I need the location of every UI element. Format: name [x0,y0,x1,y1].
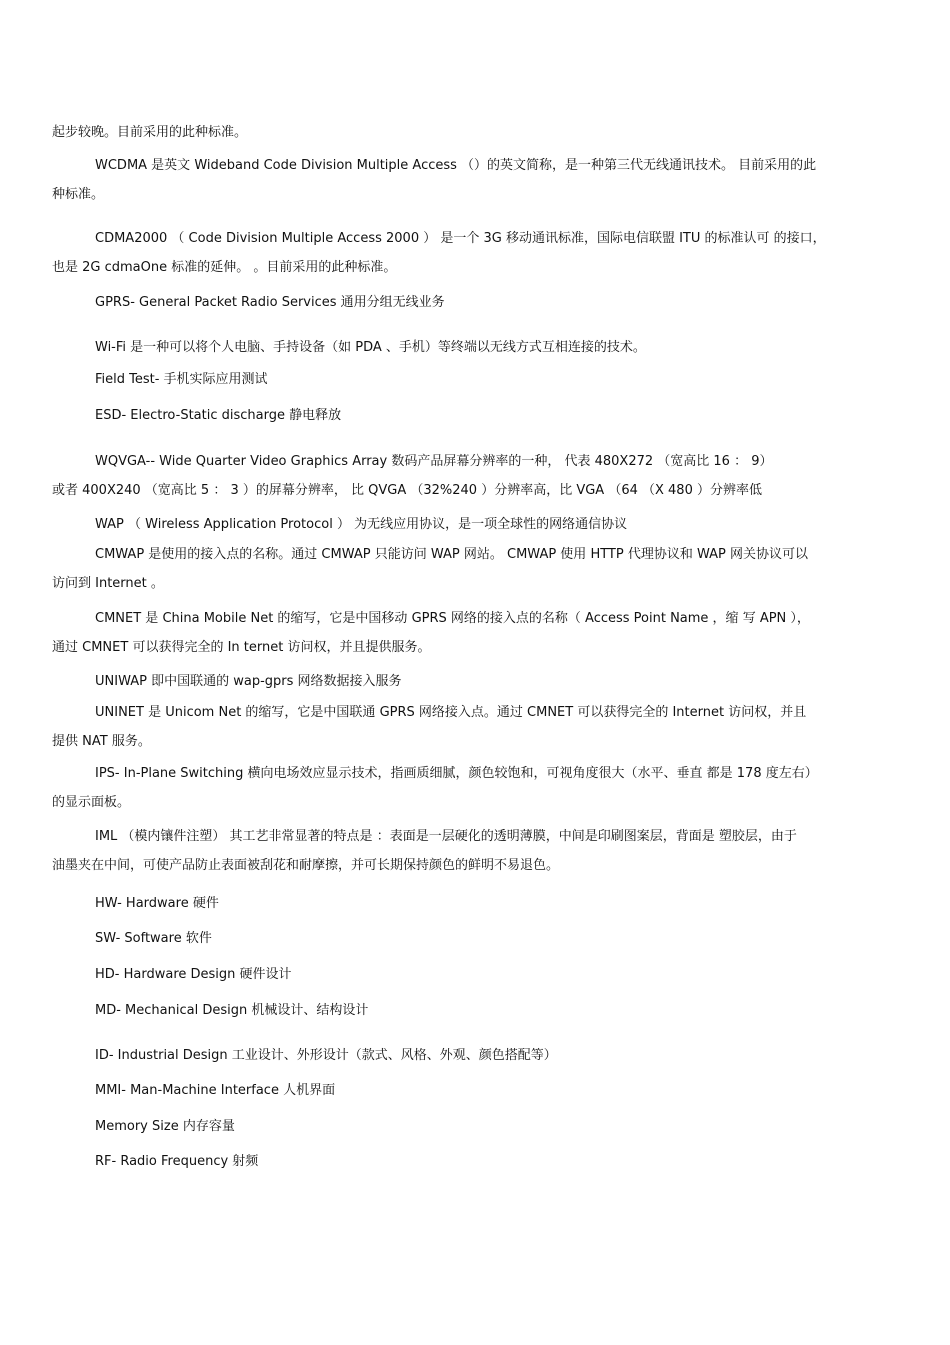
paragraph-line: HD- Hardware Design 硬件设计 [95,967,292,982]
paragraph-line: Memory Size 内存容量 [95,1119,235,1134]
paragraph [52,118,894,147]
paragraph-line: 也是 2G cdmaOne 标准的延伸。 。目前采用的此种标准。 [52,260,397,275]
paragraph-line: CDMA2000 （ Code Division Multiple Access 2000 ） 是一个 3G 移动通讯标准，国际电信联盟 ITU 的标准认可 的接口， [95,231,826,246]
paragraph-line: 通过 CMNET 可以获得完全的 In ternet 访问权，并且提供服务。 [52,640,431,655]
paragraph-line: 起步较晚。目前采用的此种标准。 [52,125,248,140]
paragraph [52,288,894,317]
paragraph-line: CMWAP 是使用的接入点的名称。通过 CMWAP 只能访问 WAP 网站。 CMWAP 使用 HTTP 代理协议和 WAP 网关协议可以 [95,547,808,562]
paragraph [52,698,894,756]
paragraph-line: Field Test- 手机实际应用测试 [95,372,268,387]
paragraph-line: WCDMA 是英文 Wideband Code Division Multiple Access （）的英文简称，是一种第三代无线通讯技术。 目前采用的此 [95,158,817,173]
paragraph [52,540,894,598]
paragraph-line: SW- Software 软件 [95,931,212,946]
paragraph-line: 或者 400X240 （宽高比 5 ： 3 ）的屏幕分辨率， 比 QVGA （32%240 ）分辨率高，比 VGA （64 （X 480 ）分辨率低 [52,483,762,498]
paragraph [52,924,894,953]
paragraph-line: 的显示面板。 [52,795,131,810]
paragraph [52,1076,894,1105]
paragraph-line: 提供 NAT 服务。 [52,734,151,749]
paragraph [52,447,894,505]
paragraph-line: HW- Hardware 硬件 [95,896,219,911]
paragraph-line: Wi-Fi 是一种可以将个人电脑、手持设备（如 PDA 、手机）等终端以无线方式互相连接的技术。 [95,340,646,355]
paragraph-line: WQVGA-- Wide Quarter Video Graphics Array 数码产品屏幕分辨率的一种， 代表 480X272 （宽高比 16 ： 9） [95,454,773,469]
paragraph [52,822,894,880]
paragraph-line: ID- Industrial Design 工业设计、外形设计（款式、风格、外观、颜色搭配等） [95,1048,557,1063]
paragraph [52,759,894,817]
paragraph-line: MMI- Man-Machine Interface 人机界面 [95,1083,336,1098]
paragraph [52,401,894,430]
paragraph [52,1041,894,1070]
paragraph [52,996,894,1025]
paragraph [52,889,894,918]
paragraph-line: CMNET 是 China Mobile Net 的缩写，它是中国移动 GPRS 网络的接入点的名称（ Access Point Name ，缩 写 APN ）， [95,611,810,626]
paragraph-line: 访问到 Internet 。 [52,576,164,591]
paragraph-line: IPS- In-Plane Switching 横向电场效应显示技术，指画质细腻，颜色较饱和，可视角度很大（水平、垂直 都是 178 度左右） [95,766,818,781]
paragraph [52,365,894,394]
paragraph [52,604,894,662]
paragraph [52,960,894,989]
paragraph-line: MD- Mechanical Design 机械设计、结构设计 [95,1003,369,1018]
paragraph-line: WAP （ Wireless Application Protocol ） 为无线应用协议，是一项全球性的网络通信协议 [95,517,628,532]
paragraph-line: GPRS- General Packet Radio Services 通用分组无线业务 [95,295,445,310]
paragraph [52,510,894,539]
paragraph-line: UNIWAP 即中国联通的 wap-gprs 网络数据接入服务 [95,674,402,689]
paragraph-line: RF- Radio Frequency 射频 [95,1154,259,1169]
paragraph-line: IML （模内镶件注塑） 其工艺非常显著的特点是 ：表面是一层硬化的透明薄膜，中间是印刷图案层，背面是 塑胶层，由于 [95,829,797,844]
paragraph [52,1112,894,1141]
paragraph-line: ESD- Electro-Static discharge 静电释放 [95,408,342,423]
paragraph [52,667,894,696]
paragraph-line: UNINET 是 Unicom Net 的缩写，它是中国联通 GPRS 网络接入点。通过 CMNET 可以获得完全的 Internet 访问权，并且 [95,705,807,720]
paragraph [52,151,894,209]
paragraph-line: 油墨夹在中间，可使产品防止表面被刮花和耐摩擦，并可长期保持颜色的鲜明不易退色。 [52,858,560,873]
paragraph [52,333,894,362]
paragraph [52,224,894,282]
paragraph [52,1147,894,1176]
paragraph-line: 种标准。 [52,187,105,202]
